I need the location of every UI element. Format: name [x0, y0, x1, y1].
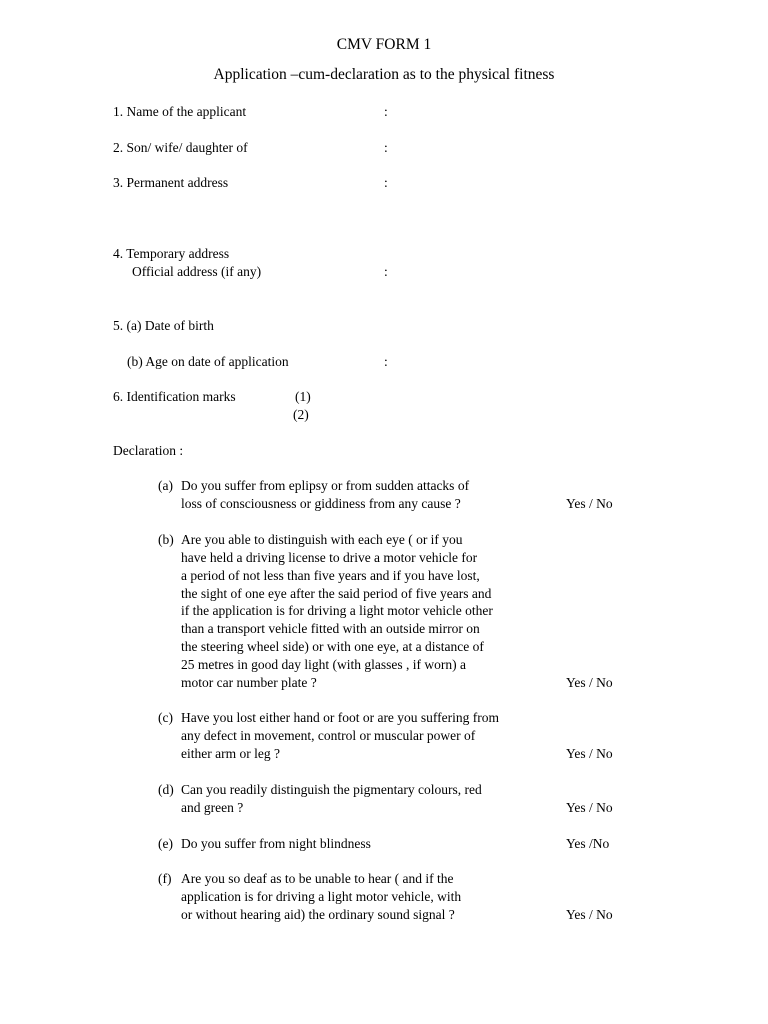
question-line: if the application is for driving a light motor vehicle other — [181, 603, 493, 618]
question-line: the steering wheel side) or with one eye, at a distance of — [181, 639, 484, 654]
identification-mark-1: (1) — [295, 389, 311, 404]
question-line: motor car number plate ? — [181, 675, 317, 690]
field-label-age: (b) Age on date of application — [127, 354, 289, 369]
field-colon-name: : — [384, 104, 388, 119]
answer-yes-no-e: Yes /No — [566, 836, 610, 851]
question-line: either arm or leg ? — [181, 746, 280, 761]
form-subtitle: Application –cum-declaration as to the physical fitness — [213, 66, 555, 83]
question-line: Do you suffer from night blindness — [181, 836, 371, 851]
identification-mark-2: (2) — [293, 407, 309, 422]
answer-yes-no-f: Yes / No — [566, 907, 613, 922]
answer-yes-no-c: Yes / No — [566, 746, 613, 761]
field-label-name: 1. Name of the applicant — [113, 104, 247, 119]
question-line: Are you able to distinguish with each eye ( or if you — [181, 532, 463, 547]
question-line: Have you lost either hand or foot or are you suffering from — [181, 710, 500, 725]
question-line: loss of consciousness or giddiness from any cause ? — [181, 496, 461, 511]
field-colon-official-address: : — [384, 264, 388, 279]
question-letter-d: (d) — [158, 782, 174, 797]
field-label-permanent-address: 3. Permanent address — [113, 175, 229, 190]
field-label-relation: 2. Son/ wife/ daughter of — [113, 140, 248, 155]
field-colon-relation: : — [384, 140, 388, 155]
field-colon-age: : — [384, 354, 388, 369]
form-title: CMV FORM 1 — [336, 36, 432, 53]
question-line: 25 metres in good day light (with glasses , if worn) a — [181, 657, 466, 672]
question-line: have held a driving license to drive a motor vehicle for — [181, 550, 478, 565]
field-colon-permanent-address: : — [384, 175, 388, 190]
question-letter-c: (c) — [158, 710, 173, 725]
question-line: application is for driving a light motor vehicle, with — [181, 889, 462, 904]
field-label-identification-marks: 6. Identification marks — [113, 389, 236, 404]
answer-yes-no-a: Yes / No — [566, 496, 613, 511]
answer-yes-no-d: Yes / No — [566, 800, 613, 815]
answer-yes-no-b: Yes / No — [566, 675, 613, 690]
question-line: Are you so deaf as to be unable to hear ( and if the — [181, 871, 454, 886]
question-line: than a transport vehicle fitted with an outside mirror on — [181, 621, 480, 636]
question-line: Do you suffer from eplipsy or from sudden attacks of — [181, 478, 470, 493]
declaration-heading: Declaration : — [113, 443, 184, 458]
field-label-temporary-address: 4. Temporary address — [113, 246, 230, 261]
question-line: any defect in movement, control or muscular power of — [181, 728, 476, 743]
question-line: Can you readily distinguish the pigmentary colours, red — [181, 782, 482, 797]
question-line: or without hearing aid) the ordinary sound signal ? — [181, 907, 455, 922]
question-letter-a: (a) — [158, 478, 173, 493]
field-label-date-of-birth: 5. (a) Date of birth — [113, 318, 214, 333]
question-line: the sight of one eye after the said period of five years and — [181, 586, 492, 601]
question-line: a period of not less than five years and if you have lost, — [181, 568, 480, 583]
field-sublabel-official-address: Official address (if any) — [132, 264, 262, 279]
question-letter-e: (e) — [158, 836, 173, 851]
question-line: and green ? — [181, 800, 244, 815]
question-letter-b: (b) — [158, 532, 174, 547]
question-letter-f: (f) — [158, 871, 172, 886]
